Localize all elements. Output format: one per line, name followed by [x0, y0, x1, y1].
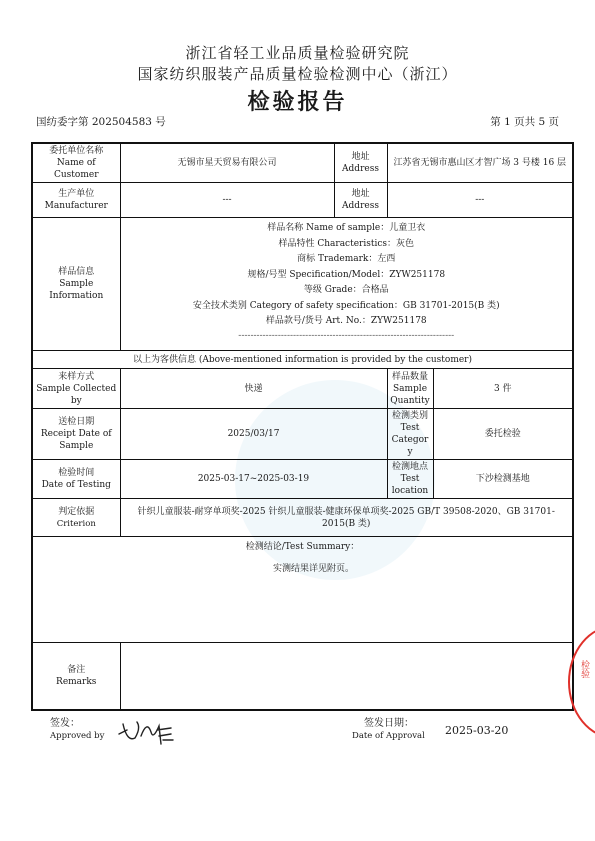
receipt-date-label: 送检日期 Receipt Date of Sample — [32, 409, 120, 460]
approval-date-label: 签发日期： Date of Approval — [352, 718, 425, 741]
test-summary-label: 检测结论/Test Summary： — [245, 542, 360, 552]
manufacturer-address-label: 地址 Address — [334, 183, 387, 218]
test-category-label: 检测类别 Test Category — [387, 409, 433, 460]
sample-quantity-value: 3 件 — [433, 369, 573, 409]
sample-characteristics: 样品特性 Characteristics：灰色 — [278, 238, 414, 249]
test-summary-value: 实测结果详见附页。 — [272, 564, 354, 574]
report-table — [31, 142, 574, 711]
manufacturer-address-value: --- — [387, 183, 573, 218]
sample-trademark: 商标 Trademark：左西 — [297, 254, 396, 264]
customer-label: 委托单位名称 Name of Customer — [32, 143, 120, 183]
customer-address-label: 地址 Address — [334, 143, 387, 183]
customer-value: 无锡市星天贸易有限公司 — [120, 143, 334, 183]
org-name-line1: 浙江省轻工业品质量检验研究院 — [185, 44, 410, 62]
test-category-value: 委托检验 — [433, 409, 573, 460]
remarks-label: 备注 Remarks — [32, 643, 120, 711]
sample-quantity-label: 样品数量 Sample Quantity — [387, 369, 433, 409]
remarks-value — [120, 643, 573, 711]
org-name-line2: 国家纺织服装产品质量检验检测中心（浙江） — [137, 65, 458, 83]
sample-safety-category: 安全技术类别 Category of safety specification：GB 31701-2015(B 类) — [192, 300, 500, 311]
testing-date-label: 检验时间 Date of Testing — [32, 460, 120, 499]
sample-model: 规格/号型 Specification/Model：ZYW251178 — [247, 269, 446, 280]
sample-name: 样品名称 Name of sample：儿童卫衣 — [267, 223, 426, 233]
testing-date-value: 2025-03-17~2025-03-19 — [120, 460, 387, 499]
criterion-label: 判定依据 Criterion — [32, 499, 120, 537]
seal-text: 检验 — [579, 660, 589, 678]
test-location-value: 下沙检测基地 — [433, 460, 573, 499]
report-number: 国纺委字第 202504583 号 — [36, 116, 166, 128]
approved-by-label: 签发： Approved by — [50, 718, 105, 741]
manufacturer-label: 生产单位 Manufacturer — [32, 183, 120, 218]
sample-info-label: 样品信息 Sample Information — [32, 218, 120, 351]
receipt-date-value: 2025/03/17 — [120, 409, 387, 460]
criterion-value: 针织儿童服装-耐穿单项奖-2025 针织儿童服装-健康环保单项奖-2025 GB/T 39508-2020、GB 31701-2015(B 类) — [120, 499, 573, 537]
manufacturer-value: --- — [120, 183, 334, 218]
approval-date-value: 2025-03-20 — [445, 724, 509, 737]
sample-info-details — [120, 218, 573, 351]
sample-collected-value: 快递 — [120, 369, 387, 409]
sample-art-no: 样品款号/货号 Art. No.：ZYW251178 — [265, 316, 427, 326]
sample-grade: 等级 Grade：合格品 — [303, 285, 389, 295]
customer-address-value: 江苏省无锡市惠山区才智广场 3 号楼 16 层 — [387, 143, 573, 183]
customer-provided-note: 以上为客供信息 (Above-mentioned information is provided by the customer) — [32, 351, 573, 369]
sample-collected-label: 来样方式 Sample Collected by — [32, 369, 120, 409]
test-summary — [32, 537, 573, 643]
page-info: 第 1 页共 5 页 — [490, 116, 559, 128]
sample-dash-line: ----------------------------------------------------------------------- — [238, 330, 455, 341]
report-title: 检验报告 — [247, 90, 348, 115]
test-location-label: 检测地点 Test location — [387, 460, 433, 499]
approver-signature — [117, 714, 177, 748]
